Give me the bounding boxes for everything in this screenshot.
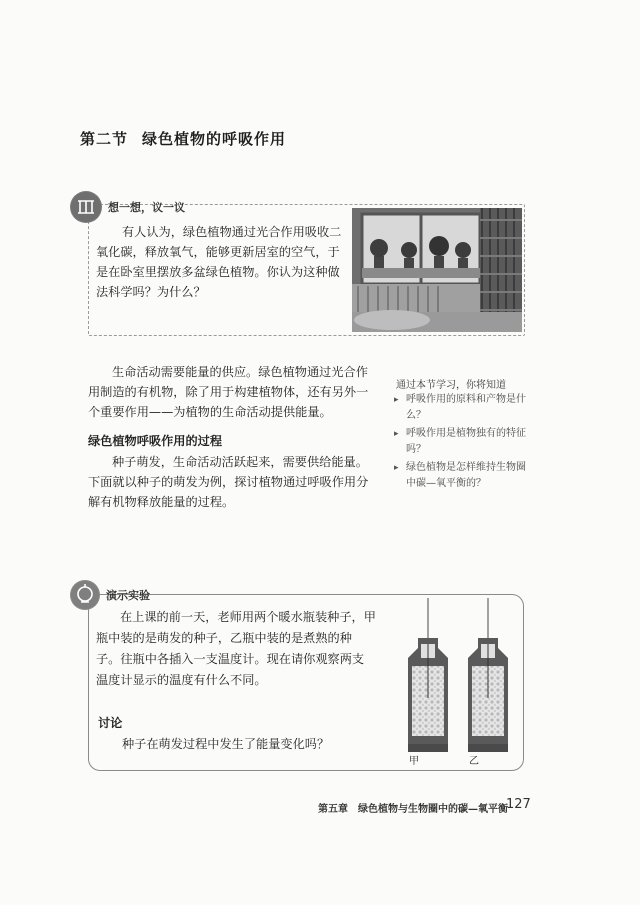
discussion-question: 种子在萌发过程中发生了能量变化吗？	[122, 737, 330, 751]
page-number: 127	[506, 797, 531, 812]
learning-goals-title: 通过本节学习，你将知道	[396, 380, 506, 391]
think-discuss-icon	[70, 191, 102, 223]
bottle-b-caption: 乙	[469, 756, 479, 767]
learning-goal-item: ▸ 呼吸作用是植物独有的特征吗？	[394, 426, 534, 458]
demo-experiment-label: 演示实验	[106, 589, 150, 602]
learning-goals-list	[394, 392, 534, 494]
think-discuss-label: 想一想，议一议	[108, 201, 185, 214]
subheading: 绿色植物呼吸作用的过程	[88, 434, 223, 448]
section-name: 绿色植物的呼吸作用	[142, 130, 287, 148]
section-number: 第二节	[80, 130, 129, 148]
intro-paragraph: 生命活动需要能量的供应。绿色植物通过光合作用制造的有机物，除了用于构建植物体，还有另外一个重要作用——为植物的生命活动提供能量。	[88, 365, 369, 419]
experiment-icon	[70, 580, 100, 610]
bedroom-plants-photo	[352, 208, 522, 332]
learning-goal-item: ▸ 呼吸作用的原料和产物是什么？	[394, 392, 534, 424]
chapter-footer: 第五章 绿色植物与生物圈中的碳—氧平衡	[318, 804, 508, 815]
think-discuss-text: 有人认为，绿色植物通过光合作用吸收二氧化碳，释放氧气，能够更新居室的空气，于是在卧室里摆放多盆绿色植物。你认为这种做法科学吗？为什么？	[96, 225, 342, 299]
demo-experiment-text: 在上课的前一天，老师用两个暖水瓶装种子，甲瓶中装的是萌发的种子，乙瓶中装的是煮熟的种子。往瓶中各插入一支温度计。现在请你观察两支温度计显示的温度有什么不同。	[96, 610, 376, 687]
learning-goal-item: ▸ 绿色植物是怎样维持生物圈中碳—氧平衡的？	[394, 460, 534, 492]
discussion-heading: 讨论	[98, 716, 123, 730]
bottle-a-caption: 甲	[409, 756, 419, 767]
section-title	[80, 128, 286, 149]
process-paragraph: 种子萌发，生命活动活跃起来，需要供给能量。下面就以种子的萌发为例，探讨植物通过呼吸作用分解有机物释放能量的过程。	[88, 455, 369, 509]
thermos-bottles-figure	[400, 598, 520, 768]
